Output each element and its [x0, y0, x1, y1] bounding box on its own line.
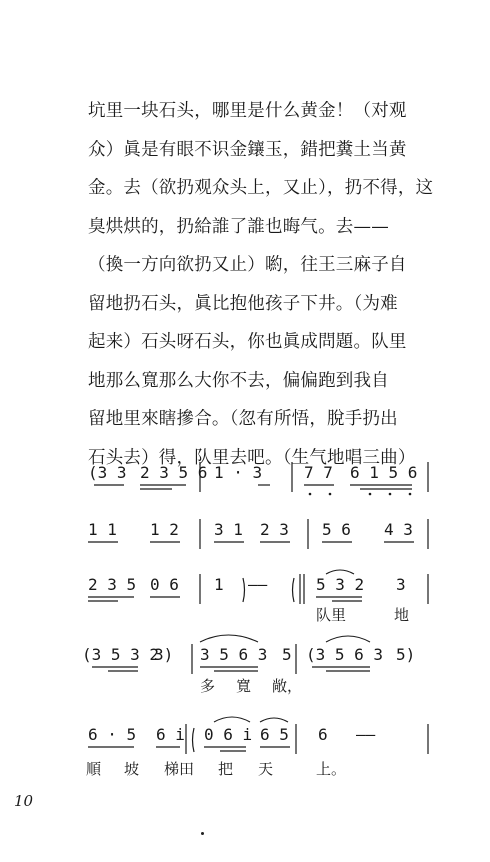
- notes: 3): [154, 645, 174, 664]
- lyric: 梯田: [164, 760, 195, 778]
- prose-line: 起来）石头呀石头，你也眞成問題。队里: [88, 332, 407, 352]
- notes: 6 5: [260, 725, 289, 744]
- notes: 1 · 3: [214, 463, 263, 482]
- notes: (3 3: [88, 463, 127, 482]
- notes: 5 3 2: [316, 575, 365, 594]
- score-row-4: [82, 635, 415, 695]
- lyric: 把: [218, 760, 234, 778]
- notes: 6: [318, 725, 328, 744]
- notes: 2 3 5 6: [140, 463, 208, 482]
- notes: 0 6: [150, 575, 179, 594]
- lyric: 上。: [316, 760, 347, 778]
- prose-line: 臭烘烘的，扔給誰了誰也晦气。去——: [88, 216, 389, 237]
- notes: 0 6 i: [204, 725, 253, 744]
- score-row-3: [88, 570, 428, 624]
- lyric: 順: [86, 760, 102, 778]
- lyric: 敞，: [272, 677, 303, 695]
- notes: 4 3: [384, 520, 413, 539]
- lyric: 地: [394, 606, 410, 624]
- score-row-5: [86, 717, 428, 778]
- notes: 2 3: [260, 520, 289, 539]
- notes: 1 1: [88, 520, 117, 539]
- prose-line: 石头去）得，队里去吧。（生气地唱三曲）: [88, 447, 416, 468]
- notes: (3 5 6 3: [306, 645, 384, 664]
- prose-line: 众）眞是有眼不识金鑲玉，錯把糞土当黄: [88, 139, 407, 160]
- notes: 3: [396, 575, 406, 594]
- prose-line: 留地扔石头，眞比抱他孩子下井。（为难: [88, 293, 398, 314]
- notes: 5: [282, 645, 292, 664]
- notes: 6 · 5: [88, 725, 137, 744]
- notes: 5): [396, 645, 416, 664]
- notes: 2 3 5: [88, 575, 137, 594]
- notes: ——: [356, 725, 376, 744]
- notes: 6 1 5 6: [350, 463, 418, 482]
- lyric: 队里: [316, 606, 347, 624]
- lyric: 多: [200, 677, 216, 695]
- notes: 5 6: [322, 520, 351, 539]
- lyric: 坡: [124, 760, 140, 778]
- notes: 3 5 6 3: [200, 645, 268, 664]
- lyric: 天: [258, 760, 274, 778]
- prose-line: 地那么寬那么大你不去，偏偏跑到我自: [88, 370, 389, 391]
- score-row-1: [88, 462, 428, 495]
- notes: 6 i: [156, 725, 185, 744]
- lyric: 寬: [236, 677, 252, 695]
- notes: ——: [248, 575, 268, 594]
- page-number: 10: [14, 792, 34, 810]
- notes: 1 2: [150, 520, 179, 539]
- print-speck: [201, 832, 204, 835]
- prose-line: 坑里一块石头，哪里是什么黄金！（对观: [88, 101, 407, 121]
- score-row-2: [88, 519, 428, 549]
- notes: 7 7: [304, 463, 333, 482]
- prose-line: （換一方向欲扔又止）喲，往王三麻子自: [88, 255, 407, 275]
- prose-line: 金。去（欲扔观众头上，又止），扔不得，这: [88, 178, 434, 198]
- notes: (3 5 3 2: [82, 645, 160, 664]
- prose-line: 留地里來瞎摻合。（忽有所悟，脫手扔出: [88, 409, 398, 429]
- notes: 1: [214, 575, 224, 594]
- notes: 3 1: [214, 520, 243, 539]
